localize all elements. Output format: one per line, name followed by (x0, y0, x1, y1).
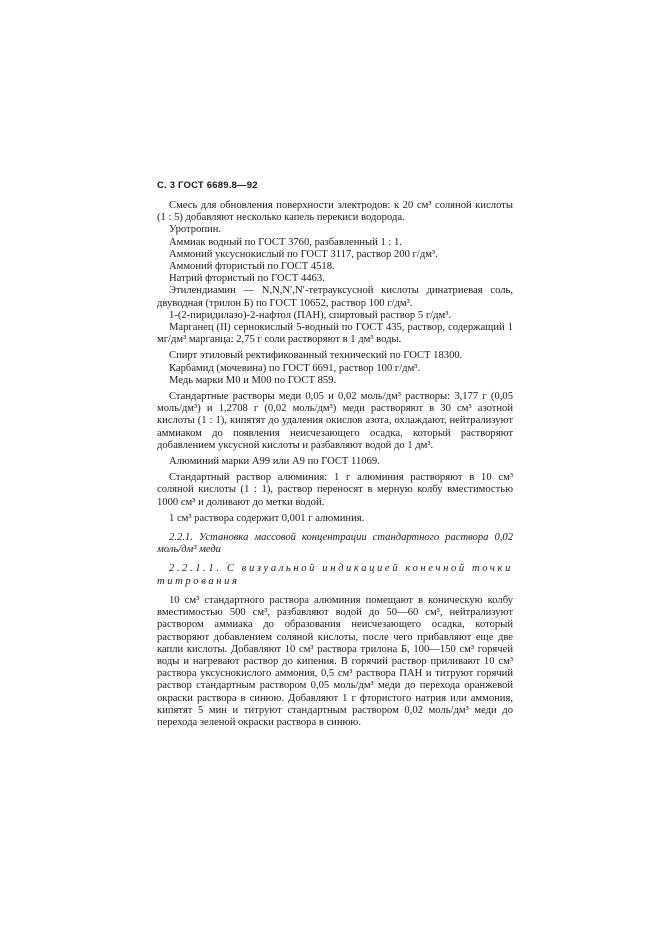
section-2-2-1-heading: 2.2.1. Установка массовой концентрации стандартного раствора 0,02 моль/дм³ меди (157, 532, 513, 556)
paragraph-ammonia: Аммиак водный по ГОСТ 3760, разбавленный 1 : 1. (169, 236, 402, 248)
paragraph-ammonium-fluoride: Аммоний фтористый по ГОСТ 4518. (169, 261, 335, 273)
paragraph-titration-procedure: 10 см³ стандартного раствора алюминия помещают в коническую колбу вместимостью 500 см³, разбавляют водой до 50—60 см³, нейтрализуют раствором аммиака до образования неисчезающего осадка, который растворяют добавлением соляной кислоты, после чего прибавляют еще две капли кислоты. Добавляют 10 см³ раствора трилона Б, 100—150 см³ горячей воды и нагревают раствор до кипения. В горячий раствор приливают 10 см³ раствора уксуснокислого аммония, 0,5 см³ раствора ПАН и титруют горячий раствор стандартным раствором 0,05 моль/дм³ меди до перехода оранжевой окраски раствора в синюю. Добавляют 1 г фтористого натрия или аммония, кипятят 5 мин и титруют стандартным раствором 0,02 моль/дм³ меди до перехода зеленой окраски раствора в синюю. (157, 594, 513, 728)
paragraph-ammonium-acetate: Аммоний уксуснокислый по ГОСТ 3117, раствор 200 г/дм³. (169, 248, 438, 260)
document-body (157, 200, 513, 729)
paragraph-sodium-fluoride: Натрий фтористый по ГОСТ 4463. (169, 273, 325, 285)
paragraph-carbamide: Карбамид (мочевина) по ГОСТ 6691, раствор 100 г/дм³. (169, 362, 421, 374)
paragraph-trilon-b: Этилендиамин — N,N,N′,N′-тетрауксусной кислоты динатриевая соль, двуводная (трилон Б) по ГОСТ 10652, раствор 100 г/дм³. (157, 285, 513, 309)
paragraph-urotropin: Уротропин. (169, 224, 222, 236)
paragraph-pan: 1-(2-пиридилазо)-2-нафтол (ПАН), спиртовый раствор 5 г/дм³. (169, 309, 452, 321)
paragraph-electrode-mixture: Смесь для обновления поверхности электродов: к 20 см³ соляной кислоты (1 : 5) добавляют несколько капель перекиси водорода. (157, 200, 513, 224)
page-header: С. 3 ГОСТ 6689.8—92 (157, 180, 258, 191)
document-page (157, 0, 513, 935)
paragraph-copper-standard: Стандартные растворы меди 0,05 и 0,02 моль/дм³ растворы: 3,177 г (0,05 моль/дм³) и 1,2708 г (0,02 моль/дм³) меди растворяют в 30 см³ азотной кислоты (1 : 1), кипятят до удаления окислов азота, охлаждают, нейтрализуют аммиаком до появления неисчезающего осадка, который растворяют добавлением уксусной кислоты и разбавляют водой до 1 дм³. (157, 391, 513, 451)
paragraph-aluminium-content: 1 см³ раствора содержит 0,001 г алюминия. (169, 512, 365, 524)
paragraph-manganese: Марганец (II) сернокислый 5-водный по ГОСТ 435, раствор, содержащий 1 мг/дм³ марганца: 2,75 г соли растворяют в 1 дм³ воды. (157, 322, 513, 346)
paragraph-aluminium: Алюминий марки А99 или А9 по ГОСТ 11069. (169, 456, 380, 468)
paragraph-copper: Медь марки М0 и М00 по ГОСТ 859. (169, 374, 337, 386)
paragraph-ethanol: Спирт этиловый ректификованный технический по ГОСТ 18300. (169, 350, 463, 362)
section-2-2-1-1-heading: 2.2.1.1. С визуальной индикацией конечной точки титрования (157, 563, 513, 587)
paragraph-aluminium-standard: Стандартный раствор алюминия: 1 г алюминия растворяют в 10 см³ соляной кислоты (1 : 1), раствор переносят в мерную колбу вместимостью 1000 см³ и доливают до метки водой. (157, 472, 513, 508)
